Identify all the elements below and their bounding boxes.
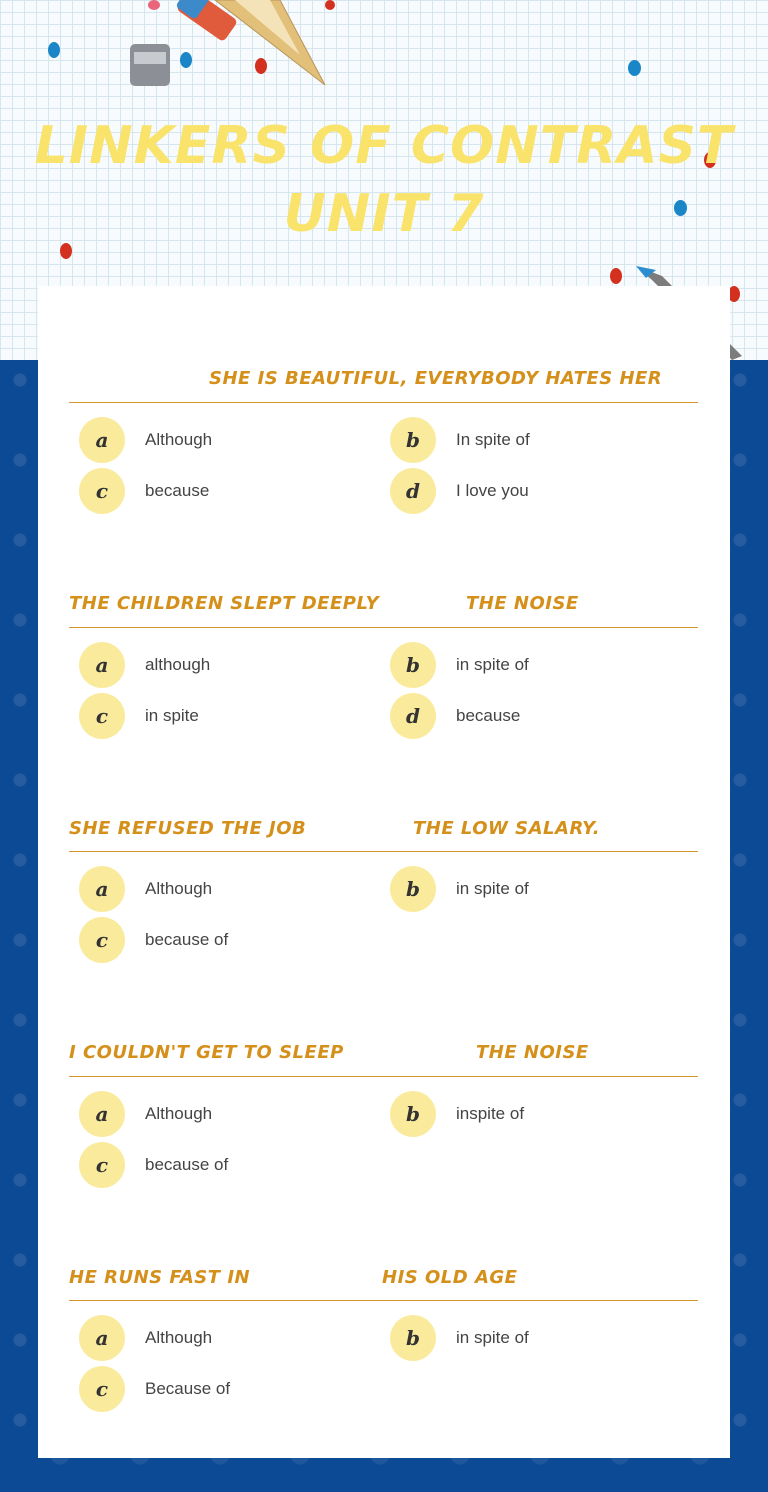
question-text: SHE IS BEAUTIFUL, EVERYBODY HATES HER: [209, 368, 663, 389]
question-text-part-2: THE NOISE: [466, 593, 579, 614]
worksheet-card: [38, 286, 730, 1458]
option-text: Although: [145, 1104, 213, 1123]
option-letter: c: [79, 693, 125, 739]
question-text-part-1: THE CHILDREN SLEPT DEEPLY: [69, 593, 380, 614]
option-letter: b: [390, 642, 436, 688]
option-text: Because of: [145, 1379, 231, 1398]
option-letter: c: [79, 1142, 125, 1188]
option-letter: d: [390, 693, 436, 739]
question-text-part-1: SHE REFUSED THE JOB: [69, 818, 307, 839]
option-text: in spite: [145, 706, 199, 725]
confetti-dot: [628, 60, 641, 76]
question-text-part-1: HE RUNS FAST IN: [69, 1267, 251, 1288]
option-letter: c: [79, 468, 125, 514]
question-divider: [69, 1300, 698, 1301]
option-letter: b: [390, 417, 436, 463]
confetti-dot: [48, 42, 60, 58]
option-text: inspite of: [456, 1104, 525, 1123]
option-text: Although: [145, 1328, 213, 1347]
option-letter: a: [79, 417, 125, 463]
option-letter: c: [79, 917, 125, 963]
question-text-part-2: THE NOISE: [476, 1042, 589, 1063]
question-text-part-1: I COULDN'T GET TO SLEEP: [69, 1042, 344, 1063]
option-letter: c: [79, 1366, 125, 1412]
option-letter: a: [79, 1315, 125, 1361]
option-text: because: [145, 481, 210, 500]
question-divider: [69, 1076, 698, 1077]
option-letter: d: [390, 468, 436, 514]
option-text: Although: [145, 879, 213, 898]
option-text: although: [145, 655, 211, 674]
option-text: in spite of: [456, 879, 529, 898]
question-divider: [69, 851, 698, 852]
stationery-illustration: [120, 0, 340, 100]
option-text: In spite of: [456, 430, 530, 449]
option-letter: b: [390, 866, 436, 912]
question-divider: [69, 402, 698, 403]
question-text-part-2: THE LOW SALARY.: [413, 818, 601, 839]
option-text: Although: [145, 430, 213, 449]
option-text: in spite of: [456, 1328, 529, 1347]
option-text: because: [456, 706, 521, 725]
option-letter: a: [79, 866, 125, 912]
option-letter: b: [390, 1315, 436, 1361]
option-letter: a: [79, 642, 125, 688]
option-text: I love you: [456, 481, 529, 500]
option-letter: b: [390, 1091, 436, 1137]
question-divider: [69, 627, 698, 628]
confetti-dot: [610, 268, 622, 284]
page-title: LINKERS OF CONTRAST UNIT 7: [34, 116, 734, 244]
option-text: because of: [145, 930, 229, 949]
question-text-part-2: HIS OLD AGE: [382, 1267, 518, 1288]
option-text: in spite of: [456, 655, 529, 674]
option-text: because of: [145, 1155, 229, 1174]
option-letter: a: [79, 1091, 125, 1137]
